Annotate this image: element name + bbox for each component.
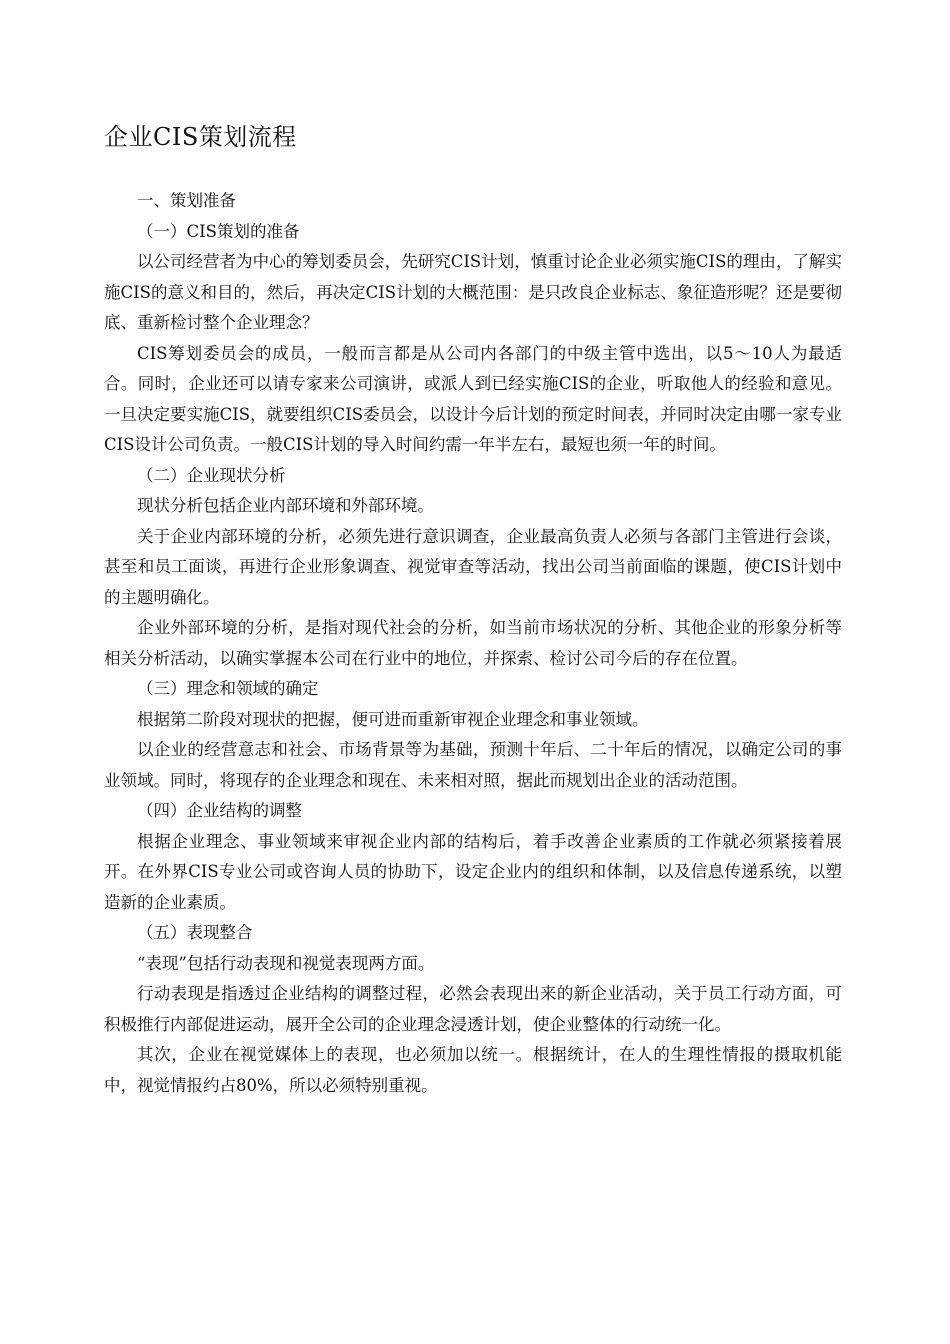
paragraph: 以企业的经营意志和社会、市场背景等为基础，预测十年后、二十年后的情况，以确定公司的事业领域。同时，将现存的企业理念和现在、未来相对照，据此而规划出企业的活动范围。 [104,740,842,790]
document-title: 企业CIS策划流程 [104,123,297,151]
paragraph: CIS筹划委员会的成员，一般而言都是从公司内各部门的中级主管中选出，以5～10人为最适合。同时，企业还可以请专家来公司演讲，或派人到已经实施CIS的企业，听取他人的经验和意见。一旦决定要实施CIS，就要组织CIS委员会，以设计今后计划的预定时间表，并同时决定由哪一家专业CIS设计公司负责。一般CIS计划的导入时间约需一年半左右，最短也须一年的时间。 [104,343,842,454]
paragraph: 关于企业内部环境的分析，必须先进行意识调查，企业最高负责人必须与各部门主管进行会谈，甚至和员工面谈，再进行企业形象调查、视觉审查等活动，找出公司当前面临的课题，使CIS计划中的主题明确化。 [104,526,842,607]
subsection-heading-4: （四）企业结构的调整 [137,801,302,820]
subsection-heading-5: （五）表现整合 [137,923,253,942]
paragraph: 企业外部环境的分析，是指对现代社会的分析，如当前市场状况的分析、其他企业的形象分析等相关分析活动，以确实掌握本公司在行业中的地位，并探索、检讨公司今后的存在位置。 [104,618,842,668]
subsection-heading-2: （二）企业现状分析 [137,465,286,485]
paragraph: 根据第二阶段对现状的把握，便可进而重新审视企业理念和事业领域。 [137,709,649,729]
paragraph: 行动表现是指透过企业结构的调整过程，必然会表现出来的新企业活动，关于员工行动方面，可积极推行内部促进运动，展开全公司的企业理念浸透计划，使企业整体的行动统一化。 [104,984,842,1034]
paragraph: 以公司经营者为中心的筹划委员会，先研究CIS计划，慎重讨论企业必须实施CIS的理由，了解实施CIS的意义和目的，然后，再决定CIS计划的大概范围：是只改良企业标志、象征造形呢？还是要彻底、重新检讨整个企业理念？ [104,252,842,332]
paragraph: 根据企业理念、事业领域来审视企业内部的结构后，着手改善企业素质的工作就必须紧接着展开。在外界CIS专业公司或咨询人员的协助下，设定企业内的组织和体制，以及信息传递系统，以塑造新的企业素质。 [104,831,842,912]
paragraph: 现状分析包括企业内部环境和外部环境。 [137,496,434,515]
document-body [104,186,842,1101]
paragraph: “表现”包括行动表现和视觉表现两方面。 [137,953,435,973]
subsection-heading-3: （三）理念和领域的确定 [137,679,319,698]
section-heading-1: 一、策划准备 [137,191,236,210]
paragraph: 其次，企业在视觉媒体上的表现，也必须加以统一。根据统计，在人的生理性情报的摄取机能中，视觉情报约占80%，所以必须特别重视。 [104,1045,842,1095]
subsection-heading-1: （一）CIS策划的准备 [137,221,300,241]
